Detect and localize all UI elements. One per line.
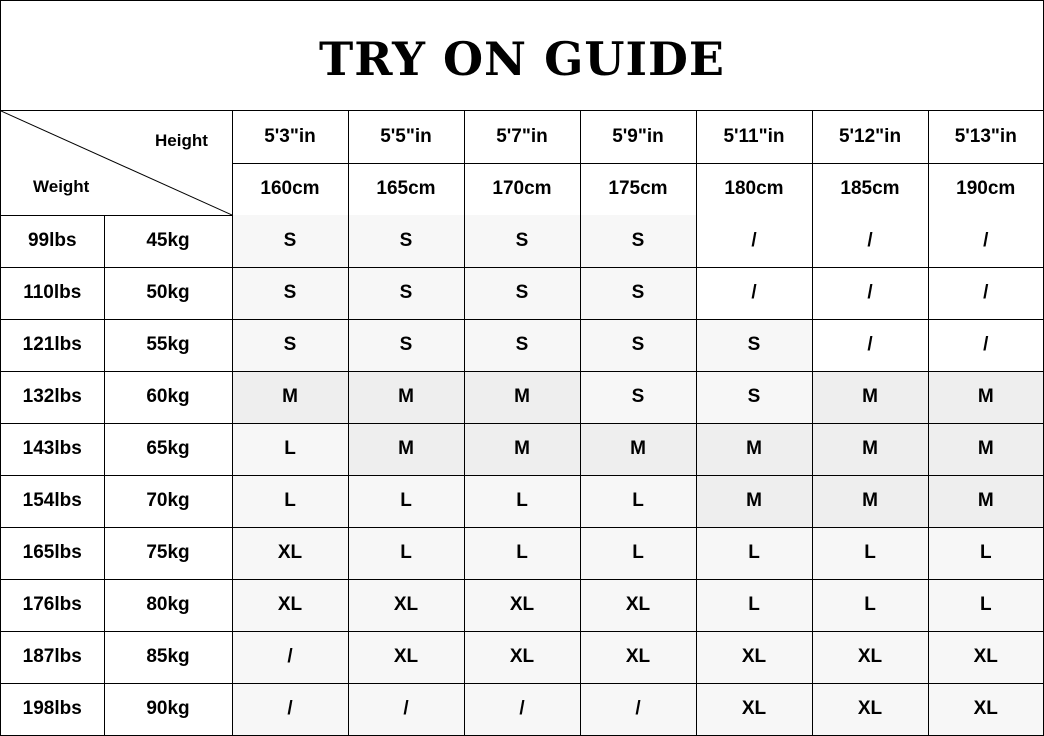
- table-row: [1, 579, 1043, 631]
- size-cell: M: [580, 423, 696, 475]
- size-cell: S: [348, 319, 464, 371]
- weight-lbs: 132lbs: [1, 371, 104, 423]
- size-cell: S: [348, 267, 464, 319]
- size-cell: S: [696, 319, 812, 371]
- weight-axis-label: Weight: [33, 177, 90, 196]
- size-cell: M: [812, 371, 928, 423]
- table-row: [1, 267, 1043, 319]
- height-ft: 5'11"in: [696, 111, 812, 163]
- size-cell: L: [348, 475, 464, 527]
- size-cell: XL: [812, 683, 928, 735]
- height-cm: 165cm: [348, 163, 464, 215]
- page-title: TRY ON GUIDE: [319, 31, 725, 86]
- size-cell: S: [580, 215, 696, 267]
- size-cell: /: [928, 215, 1043, 267]
- size-cell: S: [232, 215, 348, 267]
- size-cell: /: [464, 683, 580, 735]
- size-cell: S: [464, 319, 580, 371]
- size-cell: S: [464, 215, 580, 267]
- weight-lbs: 187lbs: [1, 631, 104, 683]
- size-cell: /: [696, 215, 812, 267]
- size-cell: XL: [812, 631, 928, 683]
- size-cell: M: [464, 423, 580, 475]
- height-ft: 5'12"in: [812, 111, 928, 163]
- size-cell: /: [928, 267, 1043, 319]
- weight-kg: 90kg: [104, 683, 232, 735]
- table-row: [1, 319, 1043, 371]
- weight-kg: 60kg: [104, 371, 232, 423]
- size-cell: S: [580, 371, 696, 423]
- weight-lbs: 198lbs: [1, 683, 104, 735]
- weight-lbs: 99lbs: [1, 215, 104, 267]
- size-cell: M: [928, 423, 1043, 475]
- table-row: [1, 527, 1043, 579]
- title-bar: [1, 1, 1043, 111]
- size-cell: L: [928, 527, 1043, 579]
- height-cm: 185cm: [812, 163, 928, 215]
- height-ft: 5'13"in: [928, 111, 1043, 163]
- size-cell: L: [580, 475, 696, 527]
- table-row: [1, 423, 1043, 475]
- size-cell: XL: [348, 631, 464, 683]
- size-cell: L: [232, 475, 348, 527]
- size-cell: /: [348, 683, 464, 735]
- weight-kg: 80kg: [104, 579, 232, 631]
- height-ft: 5'3"in: [232, 111, 348, 163]
- size-cell: L: [812, 579, 928, 631]
- weight-kg: 85kg: [104, 631, 232, 683]
- height-ft: 5'5"in: [348, 111, 464, 163]
- size-cell: /: [232, 631, 348, 683]
- table-row: [1, 215, 1043, 267]
- size-cell: M: [812, 475, 928, 527]
- height-cm: 160cm: [232, 163, 348, 215]
- size-cell: M: [812, 423, 928, 475]
- height-cm: 180cm: [696, 163, 812, 215]
- size-cell: S: [580, 319, 696, 371]
- height-ft: 5'7"in: [464, 111, 580, 163]
- size-cell: M: [696, 475, 812, 527]
- size-cell: L: [464, 475, 580, 527]
- size-cell: M: [928, 475, 1043, 527]
- corner-cell: [1, 111, 232, 215]
- size-cell: M: [348, 371, 464, 423]
- corner-diagonal-line: [1, 111, 232, 215]
- size-cell: S: [696, 371, 812, 423]
- table-row: [1, 371, 1043, 423]
- size-cell: XL: [232, 527, 348, 579]
- size-cell: L: [696, 527, 812, 579]
- size-cell: /: [812, 319, 928, 371]
- size-cell: XL: [464, 579, 580, 631]
- size-cell: XL: [696, 631, 812, 683]
- size-cell: L: [696, 579, 812, 631]
- weight-kg: 70kg: [104, 475, 232, 527]
- weight-lbs: 110lbs: [1, 267, 104, 319]
- size-cell: XL: [348, 579, 464, 631]
- size-cell: XL: [928, 631, 1043, 683]
- size-cell: M: [696, 423, 812, 475]
- size-cell: XL: [464, 631, 580, 683]
- height-axis-label: Height: [155, 131, 208, 150]
- size-cell: L: [928, 579, 1043, 631]
- weight-lbs: 143lbs: [1, 423, 104, 475]
- size-cell: M: [348, 423, 464, 475]
- size-cell: /: [696, 267, 812, 319]
- table-row: [1, 683, 1043, 735]
- weight-lbs: 121lbs: [1, 319, 104, 371]
- size-cell: XL: [580, 631, 696, 683]
- size-cell: XL: [928, 683, 1043, 735]
- table-row: [1, 631, 1043, 683]
- height-ft: 5'9"in: [580, 111, 696, 163]
- size-cell: /: [580, 683, 696, 735]
- size-cell: L: [348, 527, 464, 579]
- size-cell: XL: [696, 683, 812, 735]
- size-cell: L: [812, 527, 928, 579]
- size-cell: S: [580, 267, 696, 319]
- weight-lbs: 154lbs: [1, 475, 104, 527]
- weight-kg: 45kg: [104, 215, 232, 267]
- size-cell: M: [232, 371, 348, 423]
- size-cell: XL: [580, 579, 696, 631]
- header-row-feet: [1, 111, 1043, 163]
- size-rows: [1, 215, 1043, 735]
- size-cell: XL: [232, 579, 348, 631]
- size-cell: S: [348, 215, 464, 267]
- weight-kg: 55kg: [104, 319, 232, 371]
- weight-kg: 65kg: [104, 423, 232, 475]
- weight-kg: 75kg: [104, 527, 232, 579]
- size-cell: /: [232, 683, 348, 735]
- size-cell: /: [928, 319, 1043, 371]
- size-cell: L: [232, 423, 348, 475]
- size-cell: L: [464, 527, 580, 579]
- height-cm: 175cm: [580, 163, 696, 215]
- size-cell: S: [232, 319, 348, 371]
- size-cell: /: [812, 215, 928, 267]
- size-cell: /: [812, 267, 928, 319]
- height-cm: 190cm: [928, 163, 1043, 215]
- size-cell: L: [580, 527, 696, 579]
- size-cell: S: [464, 267, 580, 319]
- size-cell: M: [928, 371, 1043, 423]
- weight-lbs: 176lbs: [1, 579, 104, 631]
- size-table: [1, 111, 1043, 735]
- weight-kg: 50kg: [104, 267, 232, 319]
- height-cm: 170cm: [464, 163, 580, 215]
- size-cell: M: [464, 371, 580, 423]
- size-cell: S: [232, 267, 348, 319]
- table-row: [1, 475, 1043, 527]
- weight-lbs: 165lbs: [1, 527, 104, 579]
